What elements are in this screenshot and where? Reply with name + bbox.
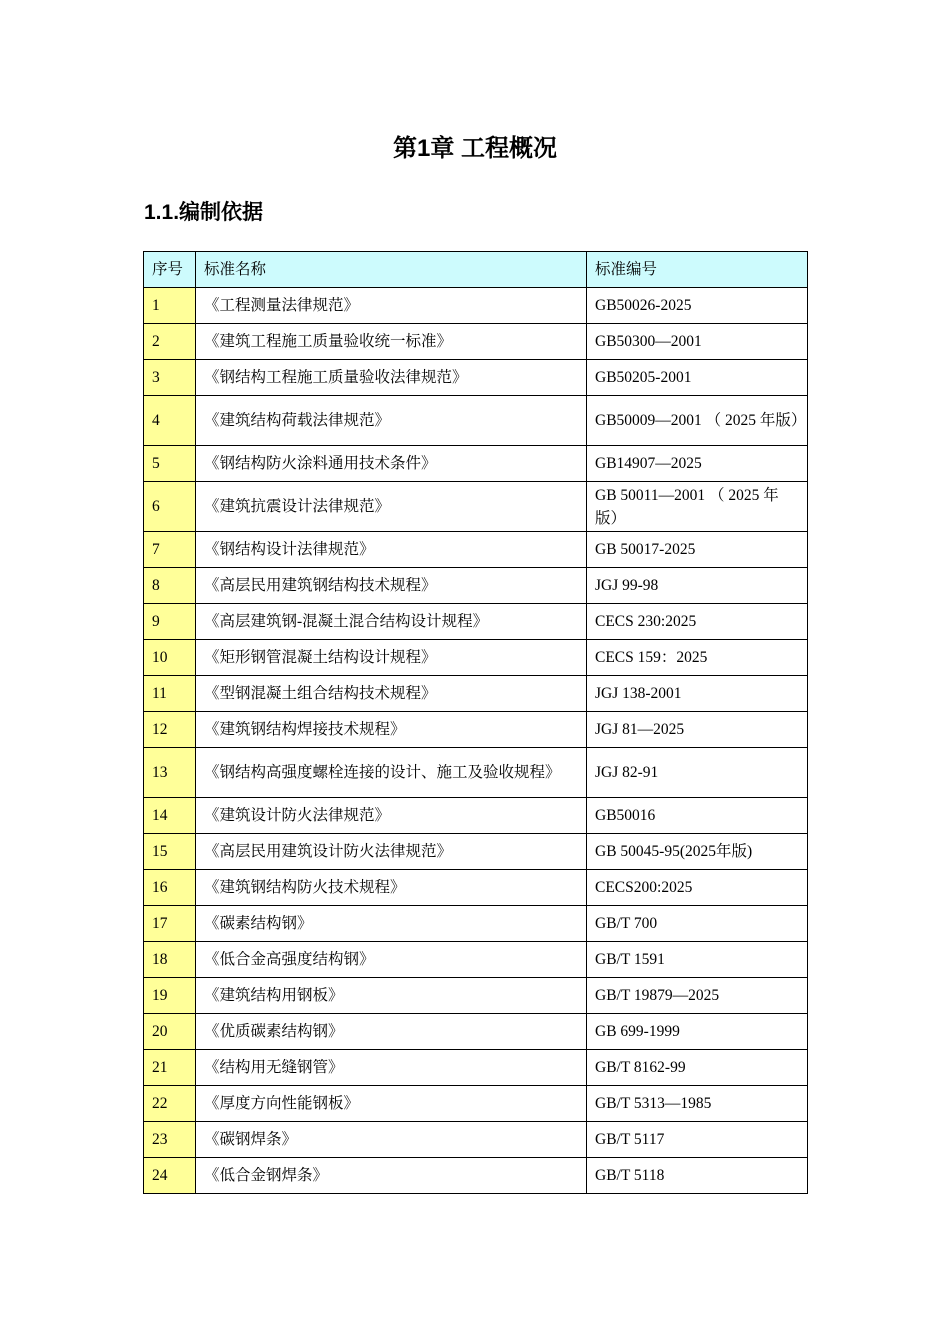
row-standard-name: 《钢结构防火涂料通用技术条件》 bbox=[196, 446, 587, 482]
row-index: 4 bbox=[144, 396, 196, 446]
row-standard-code: JGJ 99-98 bbox=[587, 568, 808, 604]
row-standard-code: CECS 230:2025 bbox=[587, 604, 808, 640]
row-index: 6 bbox=[144, 482, 196, 532]
row-index: 2 bbox=[144, 324, 196, 360]
row-index: 13 bbox=[144, 748, 196, 798]
row-standard-code: GB50016 bbox=[587, 798, 808, 834]
row-standard-name: 《钢结构工程施工质量验收法律规范》 bbox=[196, 360, 587, 396]
table-body bbox=[144, 288, 808, 1194]
table-row bbox=[144, 676, 808, 712]
table-row bbox=[144, 568, 808, 604]
row-index: 5 bbox=[144, 446, 196, 482]
row-standard-name: 《低合金高强度结构钢》 bbox=[196, 942, 587, 978]
table-row bbox=[144, 532, 808, 568]
table-row bbox=[144, 1122, 808, 1158]
row-standard-name: 《高层建筑钢-混凝土混合结构设计规程》 bbox=[196, 604, 587, 640]
row-standard-name: 《建筑设计防火法律规范》 bbox=[196, 798, 587, 834]
row-standard-code: GB50009—2001 （ 2025 年版） bbox=[587, 396, 808, 446]
row-index: 14 bbox=[144, 798, 196, 834]
row-standard-name: 《优质碳素结构钢》 bbox=[196, 1014, 587, 1050]
row-standard-name: 《厚度方向性能钢板》 bbox=[196, 1086, 587, 1122]
row-standard-name: 《碳素结构钢》 bbox=[196, 906, 587, 942]
table-row bbox=[144, 446, 808, 482]
row-standard-code: GB50205-2001 bbox=[587, 360, 808, 396]
row-standard-code: GB/T 5117 bbox=[587, 1122, 808, 1158]
row-standard-code: GB/T 1591 bbox=[587, 942, 808, 978]
row-standard-name: 《钢结构设计法律规范》 bbox=[196, 532, 587, 568]
row-standard-name: 《高层民用建筑设计防火法律规范》 bbox=[196, 834, 587, 870]
row-index: 23 bbox=[144, 1122, 196, 1158]
header-standard-code: 标准编号 bbox=[587, 252, 808, 288]
table-row bbox=[144, 1086, 808, 1122]
row-index: 18 bbox=[144, 942, 196, 978]
row-index: 11 bbox=[144, 676, 196, 712]
row-standard-code: GB14907—2025 bbox=[587, 446, 808, 482]
row-standard-name: 《工程测量法律规范》 bbox=[196, 288, 587, 324]
table-row bbox=[144, 1050, 808, 1086]
table-row bbox=[144, 324, 808, 360]
row-index: 20 bbox=[144, 1014, 196, 1050]
row-standard-code: GB 50011—2001 （ 2025 年版） bbox=[587, 482, 808, 532]
table-row bbox=[144, 640, 808, 676]
row-index: 24 bbox=[144, 1158, 196, 1194]
table-row bbox=[144, 482, 808, 532]
row-standard-name: 《矩形钢管混凝土结构设计规程》 bbox=[196, 640, 587, 676]
table-row bbox=[144, 906, 808, 942]
table-row bbox=[144, 1158, 808, 1194]
row-standard-name: 《建筑钢结构防火技术规程》 bbox=[196, 870, 587, 906]
section-title: 1.1.编制依据 bbox=[144, 201, 264, 224]
row-standard-name: 《型钢混凝土组合结构技术规程》 bbox=[196, 676, 587, 712]
row-standard-name: 《高层民用建筑钢结构技术规程》 bbox=[196, 568, 587, 604]
row-index: 10 bbox=[144, 640, 196, 676]
table-row bbox=[144, 942, 808, 978]
chapter-title: 第1章 工程概况 bbox=[392, 135, 557, 162]
row-standard-code: JGJ 82-91 bbox=[587, 748, 808, 798]
row-standard-name: 《建筑钢结构焊接技术规程》 bbox=[196, 712, 587, 748]
table-row bbox=[144, 360, 808, 396]
row-standard-code: GB/T 19879—2025 bbox=[587, 978, 808, 1014]
row-index: 3 bbox=[144, 360, 196, 396]
row-index: 7 bbox=[144, 532, 196, 568]
row-standard-name: 《结构用无缝钢管》 bbox=[196, 1050, 587, 1086]
row-standard-name: 《建筑结构用钢板》 bbox=[196, 978, 587, 1014]
table-row bbox=[144, 1014, 808, 1050]
header-index: 序号 bbox=[144, 252, 196, 288]
table-row bbox=[144, 748, 808, 798]
row-standard-code: GB/T 5313—1985 bbox=[587, 1086, 808, 1122]
row-standard-code: CECS 159：2025 bbox=[587, 640, 808, 676]
row-index: 1 bbox=[144, 288, 196, 324]
row-standard-name: 《钢结构高强度螺栓连接的设计、施工及验收规程》 bbox=[196, 748, 587, 798]
table-row bbox=[144, 288, 808, 324]
row-index: 12 bbox=[144, 712, 196, 748]
row-standard-code: GB 50045-95(2025年版) bbox=[587, 834, 808, 870]
table-row bbox=[144, 712, 808, 748]
row-standard-code: JGJ 138-2001 bbox=[587, 676, 808, 712]
table-row bbox=[144, 870, 808, 906]
row-index: 8 bbox=[144, 568, 196, 604]
row-standard-code: CECS200:2025 bbox=[587, 870, 808, 906]
row-standard-code: GB 699-1999 bbox=[587, 1014, 808, 1050]
row-index: 9 bbox=[144, 604, 196, 640]
table-header bbox=[144, 252, 808, 288]
row-standard-code: GB50300—2001 bbox=[587, 324, 808, 360]
row-standard-code: GB/T 8162-99 bbox=[587, 1050, 808, 1086]
row-index: 22 bbox=[144, 1086, 196, 1122]
row-standard-code: GB/T 5118 bbox=[587, 1158, 808, 1194]
row-index: 17 bbox=[144, 906, 196, 942]
row-standard-name: 《低合金钢焊条》 bbox=[196, 1158, 587, 1194]
row-index: 15 bbox=[144, 834, 196, 870]
table-row bbox=[144, 396, 808, 446]
row-standard-code: GB50026-2025 bbox=[587, 288, 808, 324]
table-row bbox=[144, 604, 808, 640]
row-index: 21 bbox=[144, 1050, 196, 1086]
row-standard-name: 《建筑工程施工质量验收统一标准》 bbox=[196, 324, 587, 360]
row-standard-code: GB/T 700 bbox=[587, 906, 808, 942]
table-header-row bbox=[144, 252, 808, 288]
row-index: 19 bbox=[144, 978, 196, 1014]
row-standard-name: 《建筑抗震设计法律规范》 bbox=[196, 482, 587, 532]
row-standard-code: JGJ 81—2025 bbox=[587, 712, 808, 748]
table-row bbox=[144, 834, 808, 870]
row-index: 16 bbox=[144, 870, 196, 906]
table-row bbox=[144, 798, 808, 834]
row-standard-name: 《碳钢焊条》 bbox=[196, 1122, 587, 1158]
table-row bbox=[144, 978, 808, 1014]
header-standard-name: 标准名称 bbox=[196, 252, 587, 288]
row-standard-code: GB 50017-2025 bbox=[587, 532, 808, 568]
standards-table bbox=[143, 251, 808, 1194]
row-standard-name: 《建筑结构荷载法律规范》 bbox=[196, 396, 587, 446]
